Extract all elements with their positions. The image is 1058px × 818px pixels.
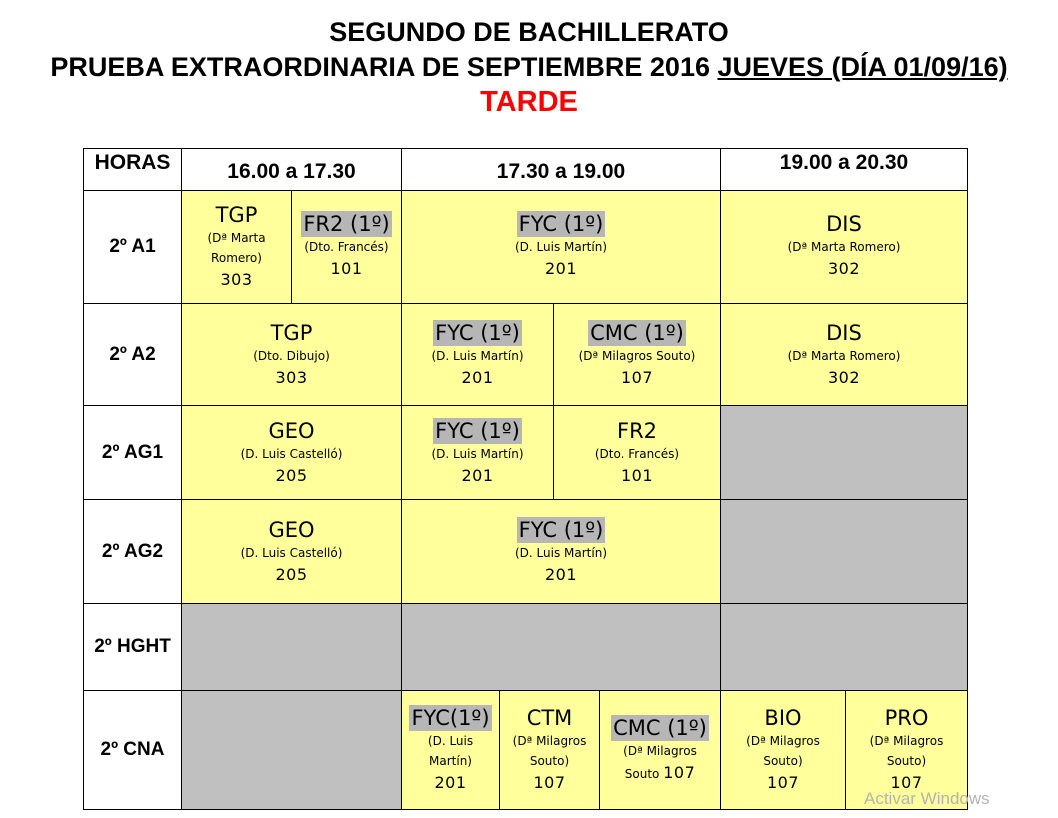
row-label-ag1-text: 2º AG1	[101, 441, 164, 463]
slot-ag1-3	[553, 405, 721, 500]
header-horas-label: HORAS	[94, 151, 171, 174]
slot-a1-1	[181, 190, 292, 304]
subject: FYC (1º)	[435, 320, 520, 345]
subject: FYC (1º)	[518, 517, 604, 542]
teacher: Romero)	[211, 251, 262, 265]
subject: CTM	[526, 706, 573, 730]
room: 303	[275, 367, 308, 387]
slot-a1-4	[720, 190, 968, 304]
room: 302	[827, 367, 861, 387]
row-label-a2-text: 2º A2	[109, 343, 156, 365]
room: 107	[766, 773, 800, 792]
subject: FYC (1º)	[435, 418, 520, 443]
row-label-ag2-text: 2º AG2	[101, 540, 164, 562]
activation-watermark: Activar Windows	[864, 789, 990, 808]
teacher: (Dª Milagros Souto)	[578, 348, 696, 363]
room: 107	[533, 773, 566, 792]
slot-ag1-1	[181, 405, 402, 500]
room: 107	[620, 367, 654, 387]
teacher: (Dto. Dibujo)	[253, 348, 330, 363]
subject: DIS	[826, 212, 862, 236]
subtitle-prefix: PRUEBA EXTRAORDINARIA DE SEPTIEMBRE 2016	[50, 52, 718, 82]
subject: FR2	[616, 418, 658, 443]
teacher: (D. Luis Martín)	[515, 240, 607, 254]
header-slot-3	[720, 148, 968, 191]
teacher: (Dto. Francés)	[304, 240, 389, 254]
slot-cna-1	[401, 690, 500, 810]
slot-ag2-2	[401, 499, 721, 604]
slot-ag2-empty	[720, 499, 968, 604]
slot-a1-2	[291, 190, 402, 304]
session-label: TARDE	[480, 86, 578, 118]
subject: GEO	[268, 517, 315, 542]
slot-hght-3-empty	[720, 603, 968, 691]
teacher: Souto)	[763, 754, 803, 768]
room: 201	[461, 367, 494, 387]
slot-ag1-empty	[720, 405, 968, 500]
room: 101	[330, 259, 363, 278]
teacher: (Dto. Francés)	[594, 446, 680, 461]
slot-cna-empty	[181, 690, 402, 810]
subject: FR2 (1º)	[303, 212, 390, 236]
header-slot-2-label: 17.30 a 19.00	[496, 160, 626, 183]
room: 101	[620, 465, 654, 485]
slot-cna-4	[720, 690, 846, 810]
slot-cna-3	[599, 690, 721, 810]
slot-a2-3	[553, 303, 721, 406]
slot-hght-1-empty	[181, 603, 402, 691]
room: 107	[663, 763, 696, 782]
slot-ag1-2	[401, 405, 554, 500]
row-label-hght-text: 2º HGHT	[94, 636, 171, 657]
teacher	[625, 761, 696, 785]
row-label-cna-text: 2º CNA	[100, 739, 165, 760]
slot-a2-1	[181, 303, 402, 406]
room: 205	[275, 465, 308, 485]
slot-hght-2-empty	[401, 603, 721, 691]
document-title: SEGUNDO DE BACHILLERATO	[329, 17, 729, 47]
teacher: (Dª Milagros	[746, 734, 820, 748]
teacher-line: Souto	[624, 767, 660, 781]
room: 205	[275, 564, 308, 584]
teacher: (Dª Milagros	[623, 744, 697, 758]
teacher: (D. Luis Castelló)	[240, 446, 343, 461]
teacher: (D. Luis Martín)	[515, 545, 607, 560]
row-label-ag2	[83, 499, 182, 604]
slot-a2-2	[401, 303, 554, 406]
teacher: (Dª Milagros	[869, 734, 944, 748]
room: 303	[220, 270, 253, 289]
room: 302	[827, 259, 861, 278]
subject: CMC (1º)	[590, 320, 684, 345]
row-label-ag1	[83, 405, 182, 500]
teacher: (D. Luis Martín)	[431, 348, 524, 363]
teacher: (Dª Milagros	[512, 734, 587, 748]
row-label-hght	[83, 603, 182, 691]
teacher: (Dª Marta Romero)	[787, 240, 901, 254]
teacher: Martín)	[429, 754, 472, 768]
row-label-a1-text: 2º A1	[109, 236, 156, 257]
room: 201	[544, 564, 578, 584]
teacher: (D. Luis Castelló)	[240, 545, 343, 560]
subject: DIS	[826, 320, 862, 345]
subtitle-date: JUEVES (DÍA 01/09/16)	[717, 52, 1008, 82]
subject: CMC (1º)	[613, 716, 707, 740]
teacher: Souto)	[529, 754, 570, 768]
slot-a1-3	[401, 190, 721, 304]
slot-a2-4	[720, 303, 968, 406]
row-label-cna	[83, 690, 182, 810]
subject: TGP	[215, 203, 258, 227]
header-slot-1	[181, 148, 402, 191]
teacher: (Dª Marta Romero)	[787, 348, 901, 363]
room: 201	[544, 259, 578, 278]
teacher: (Dª Marta	[207, 231, 266, 245]
header-slot-1-label: 16.00 a 17.30	[227, 160, 356, 183]
header-slot-3-label: 19.00 a 20.30	[779, 151, 909, 174]
row-label-a1	[83, 190, 182, 304]
subject: BIO	[764, 706, 802, 730]
slot-cna-2	[499, 690, 600, 810]
subject: GEO	[268, 418, 315, 443]
slot-ag2-1	[181, 499, 402, 604]
room: 201	[461, 465, 494, 485]
teacher: Souto)	[886, 754, 927, 768]
subject: TGP	[270, 320, 313, 345]
row-label-a2	[83, 303, 182, 406]
subject: PRO	[884, 706, 929, 730]
subject: FYC (1º)	[518, 212, 604, 236]
room: 107	[890, 773, 923, 792]
header-slot-2	[401, 148, 721, 191]
teacher: (D. Luis	[427, 734, 474, 748]
room: 201	[434, 773, 467, 792]
subject: FYC(1º)	[411, 706, 490, 730]
document-subtitle	[0, 52, 1058, 83]
header-horas	[83, 148, 182, 191]
teacher: (D. Luis Martín)	[431, 446, 524, 461]
